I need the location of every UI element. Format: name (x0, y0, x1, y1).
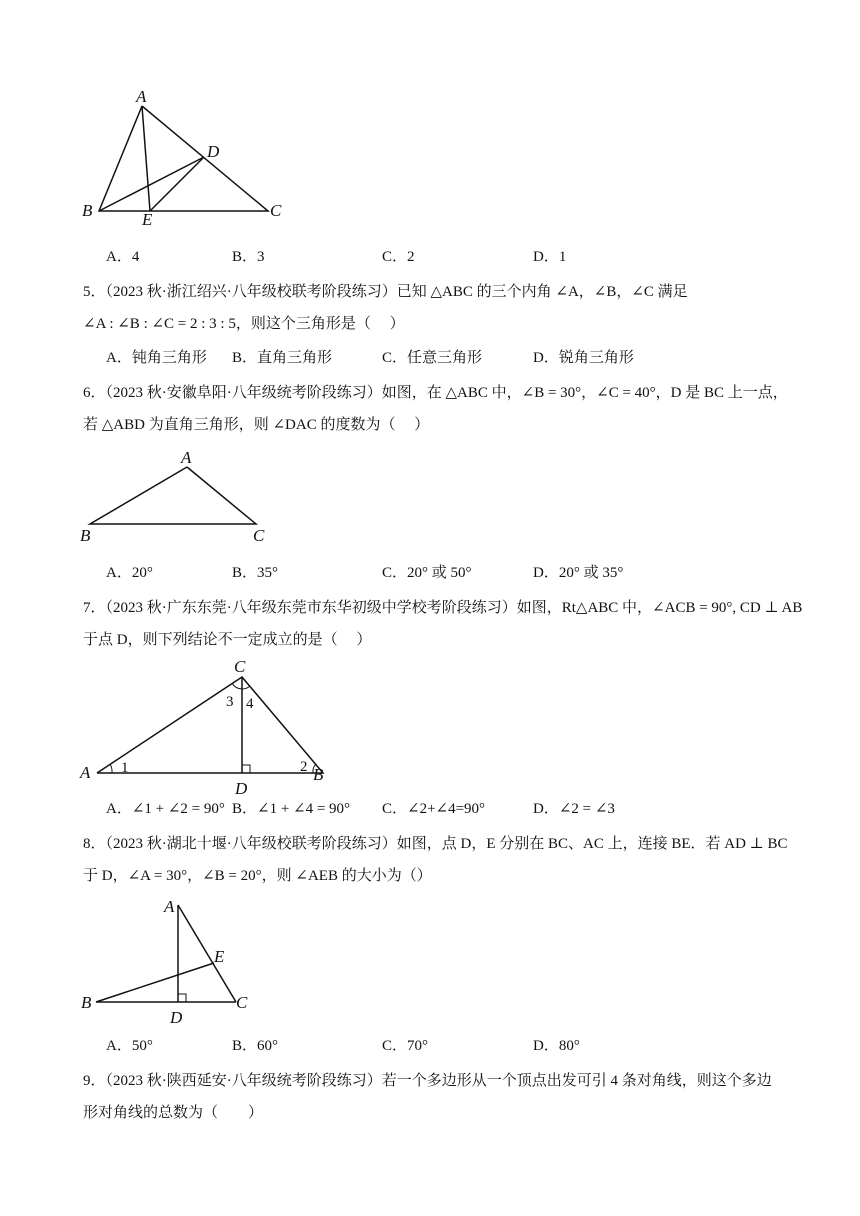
label-A: A (181, 448, 192, 467)
label-C: C (270, 201, 282, 220)
q8-option-b[interactable]: B．60° (232, 1038, 279, 1054)
label-A: A (80, 763, 91, 782)
q8-option-a[interactable]: A．50° (106, 1038, 153, 1054)
q5-option-c[interactable]: C．任意三角形 (382, 350, 483, 366)
q4-option-a[interactable]: A．4 (106, 249, 140, 265)
q5-option-a[interactable]: A．钝角三角形 (106, 350, 207, 366)
label-angle-4: 4 (246, 696, 254, 712)
label-angle-2: 2 (300, 759, 308, 775)
figure-triangle-abc-altitude-ad (70, 890, 270, 1030)
label-B: B (313, 765, 324, 784)
q7-option-d[interactable]: D．∠2 = ∠3 (533, 801, 615, 817)
label-A: A (136, 87, 147, 106)
q7-option-c[interactable]: C．∠2+∠4=90° (382, 801, 486, 817)
q9-stem-line1: 9．（2023 秋·陕西延安·八年级统考阶段练习）若一个多边形从一个顶点出发可引 4 条对角线，则这个多边 (83, 1073, 772, 1089)
q7-stem-line1: 7．（2023 秋·广东东莞·八年级东莞市东华初级中学校考阶段练习）如图，Rt△ABC 中，∠ACB = 90°, CD ⊥ AB (83, 600, 803, 616)
q4-option-b[interactable]: B．3 (232, 249, 265, 265)
q6-stem-line1: 6．（2023 秋·安徽阜阳·八年级统考阶段练习）如图，在 △ABC 中，∠B = 30°，∠C = 40°，D 是 BC 上一点， (83, 385, 788, 401)
q5-stem-line2: ∠A : ∠B : ∠C = 2 : 3 : 5，则这个三角形是（ ） (83, 316, 405, 332)
label-angle-3: 3 (226, 694, 234, 710)
label-C: C (236, 993, 248, 1012)
q4-option-d[interactable]: D．1 (533, 249, 567, 265)
label-E: E (142, 210, 153, 229)
q5-stem-line1: 5．（2023 秋·浙江绍兴·八年级校联考阶段练习）已知 △ABC 的三个内角 ∠A，∠B，∠C 满足 (83, 284, 688, 300)
q7-option-b[interactable]: B．∠1 + ∠4 = 90° (232, 801, 351, 817)
figure-triangle-abc-obtuse (70, 445, 290, 545)
q5-option-d[interactable]: D．锐角三角形 (533, 350, 634, 366)
q8-option-d[interactable]: D．80° (533, 1038, 580, 1054)
label-C: C (234, 657, 246, 676)
q8-option-c[interactable]: C．70° (382, 1038, 429, 1054)
q8-stem-line2: 于 D，∠A = 30°，∠B = 20°，则 ∠AEB 的大小为（） (83, 868, 432, 884)
figure-triangle-abc-de (70, 85, 290, 229)
label-D: D (170, 1008, 183, 1027)
figure-right-triangle-altitude (70, 652, 350, 798)
label-B: B (82, 201, 93, 220)
q7-stem-line2: 于点 D，则下列结论不一定成立的是（ ） (83, 632, 372, 648)
q6-option-c[interactable]: C．20° 或 50° (382, 565, 472, 581)
label-D: D (207, 142, 220, 161)
label-E: E (214, 947, 225, 966)
q6-stem-line2: 若 △ABD 为直角三角形，则 ∠DAC 的度数为（ ） (83, 417, 430, 433)
label-D: D (235, 779, 248, 798)
q5-option-b[interactable]: B．直角三角形 (232, 350, 333, 366)
label-B: B (80, 526, 91, 545)
q6-option-a[interactable]: A．20° (106, 565, 153, 581)
q7-option-a[interactable]: A．∠1 + ∠2 = 90° (106, 801, 225, 817)
q6-option-b[interactable]: B．35° (232, 565, 279, 581)
label-B: B (81, 993, 92, 1012)
q9-stem-line2: 形对角线的总数为（ ） (83, 1105, 264, 1121)
label-angle-1: 1 (121, 760, 129, 776)
q4-option-c[interactable]: C．2 (382, 249, 415, 265)
q6-option-d[interactable]: D．20° 或 35° (533, 565, 624, 581)
label-C: C (253, 526, 265, 545)
label-A: A (164, 897, 175, 916)
q8-stem-line1: 8．（2023 秋·湖北十堰·八年级校联考阶段练习）如图，点 D，E 分别在 BC、AC 上，连接 BE．若 AD ⊥ BC (83, 836, 788, 852)
